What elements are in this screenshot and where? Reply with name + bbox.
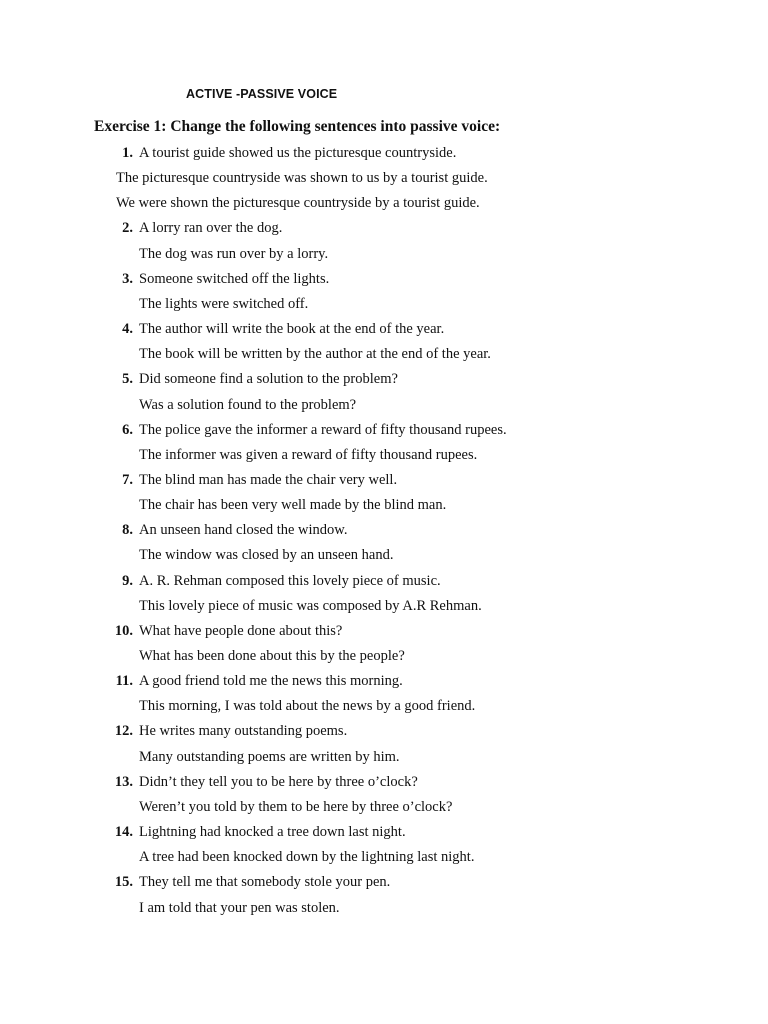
passive-sentence: The window was closed by an unseen hand. (139, 547, 394, 564)
passive-sentence: Many outstanding poems are written by him. (139, 748, 400, 765)
passive-sentence: The dog was run over by a lorry. (139, 245, 329, 262)
item-number: 12. (114, 723, 133, 740)
item-number: 3. (122, 270, 133, 287)
active-sentence: Didn’t they tell you to be here by three o’clock? (139, 773, 418, 790)
item-number: 10. (114, 622, 133, 639)
active-sentence: An unseen hand closed the window. (139, 522, 348, 539)
active-sentence: He writes many outstanding poems. (139, 723, 348, 740)
passive-sentence: Weren’t you told by them to be here by three o’clock? (139, 798, 453, 815)
active-sentence: Lightning had knocked a tree down last night. (139, 824, 406, 841)
item-number: 2. (122, 220, 133, 237)
item-number: 9. (122, 572, 133, 589)
passive-sentence: A tree had been knocked down by the lightning last night. (139, 849, 475, 866)
item-number: 11. (115, 673, 133, 690)
active-sentence: A good friend told me the news this morning. (139, 673, 403, 690)
active-sentence: Did someone find a solution to the problem? (139, 371, 398, 388)
active-sentence: The police gave the informer a reward of fifty thousand rupees. (139, 421, 507, 438)
item-number: 13. (114, 773, 133, 790)
item-number: 1. (122, 145, 133, 161)
active-sentence: What have people done about this? (139, 622, 343, 639)
active-sentence: The author will write the book at the end of the year. (139, 321, 445, 338)
item-number: 4. (122, 321, 133, 338)
passive-sentence: The chair has been very well made by the blind man. (139, 497, 447, 514)
active-sentence: The blind man has made the chair very well. (139, 471, 398, 488)
passive-sentence: The lights were switched off. (139, 295, 309, 312)
passive-sentence: We were shown the picturesque countryside by a tourist guide. (116, 195, 480, 212)
item-number: 14. (114, 824, 133, 841)
item-number: 8. (122, 522, 133, 539)
active-sentence: Someone switched off the lights. (139, 270, 330, 287)
active-sentence: A tourist guide showed us the picturesque countryside. (139, 145, 457, 161)
item-number: 15. (114, 874, 133, 891)
active-sentence: A lorry ran over the dog. (139, 220, 283, 237)
item-number: 5. (122, 371, 133, 388)
passive-sentence: I am told that your pen was stolen. (139, 899, 340, 916)
passive-sentence: This lovely piece of music was composed by A.R Rehman. (139, 597, 482, 614)
passive-sentence: The book will be written by the author at the end of the year. (139, 346, 491, 363)
passive-sentence: What has been done about this by the people? (139, 648, 405, 664)
passive-sentence: The picturesque countryside was shown to us by a tourist guide. (116, 170, 488, 187)
active-sentence: They tell me that somebody stole your pen. (139, 874, 391, 891)
exercise-heading: Exercise 1: Change the following sentences into passive voice: (94, 118, 501, 135)
passive-sentence: The informer was given a reward of fifty thousand rupees. (139, 446, 478, 463)
document-title: ACTIVE -PASSIVE VOICE (186, 87, 338, 101)
item-number: 6. (122, 421, 133, 438)
item-number: 7. (122, 471, 133, 488)
passive-sentence: This morning, I was told about the news by a good friend. (139, 698, 476, 715)
passive-sentence: Was a solution found to the problem? (139, 396, 357, 413)
active-sentence: A. R. Rehman composed this lovely piece of music. (139, 572, 441, 589)
